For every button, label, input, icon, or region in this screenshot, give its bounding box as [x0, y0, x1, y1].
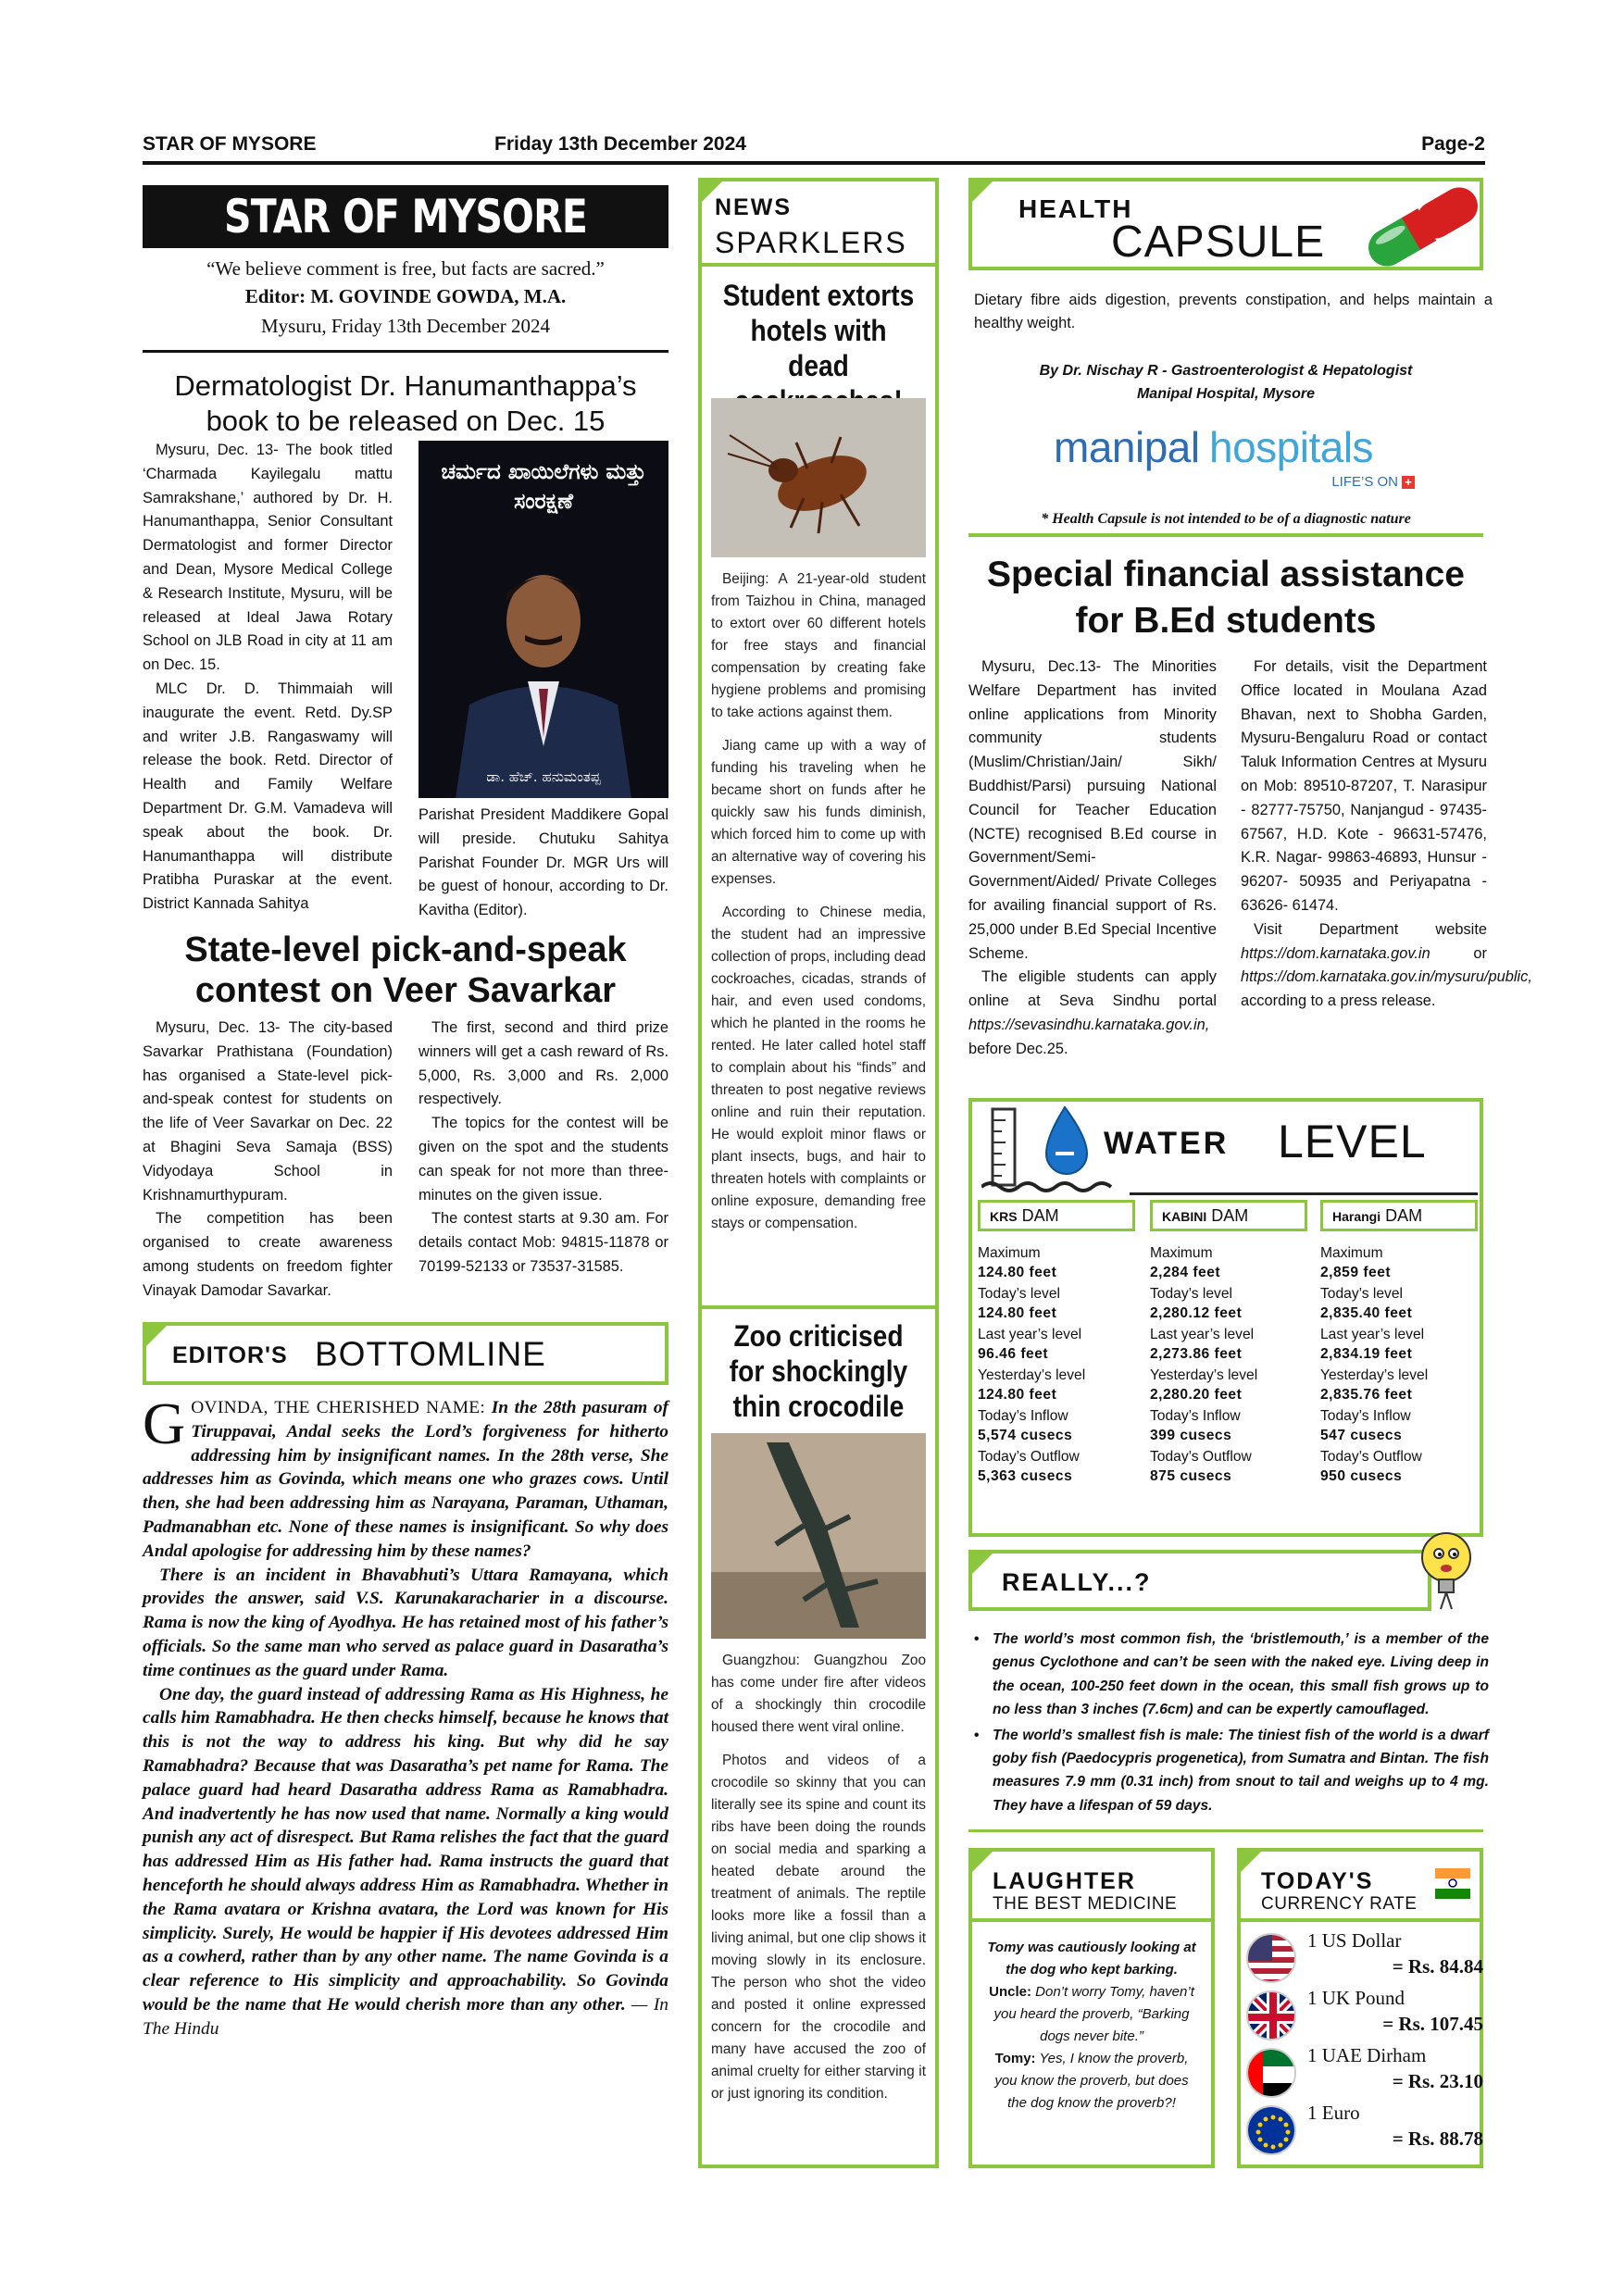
article3-text: Visit Department website: [1254, 920, 1487, 938]
dam-name-suffix: DAM: [1385, 1206, 1423, 1225]
dam-metric-label: Last year’s level: [1320, 1327, 1425, 1342]
masthead-title: STAR OF MYSORE: [223, 190, 587, 243]
dam-column: [1150, 1200, 1307, 1487]
article2-col-right: [418, 1017, 668, 1279]
really-rule: [968, 1829, 1483, 1832]
article2-paragraph: The topics for the contest will be given on the spot and the students can speak for not more than three-minutes on the given issue.: [418, 1115, 668, 1204]
article2-paragraph: Mysuru, Dec. 13- The city-based Savarkar Prathistana (Foundation) has organised a State-level pick-and-speak contest for students on the life of Veer Savarkar on Dec. 22 at Bhagini Seva Samaja (BSS) Vidyodaya School in Krishnamurthypuram.: [143, 1019, 393, 1204]
masthead-motto: “We believe comment is free, but facts are sacred.”: [206, 257, 605, 280]
manipal-logo: [1054, 422, 1424, 496]
bullet-icon: •: [974, 1631, 980, 1647]
currency-header: [1241, 1852, 1480, 1922]
article3-col-right: [1241, 655, 1532, 1014]
masthead-dateline: Mysuru, Friday 13th December 2024: [260, 315, 551, 337]
dam-metric-label: Today’s Inflow: [978, 1408, 1068, 1424]
health-tip: Dietary fibre aids digestion, prevents constipation, and helps maintain a healthy weight.: [974, 292, 1493, 331]
currency-row: [1246, 2044, 1489, 2105]
joke-uncle-line: [985, 1981, 1198, 2048]
laughter-box: [968, 1848, 1215, 2168]
header-paper-name: STAR OF MYSORE: [143, 133, 317, 155]
currency-list: [1241, 1929, 1483, 2166]
laughter-label: THE BEST MEDICINE: [993, 1894, 1178, 1914]
dam-metric-value: 124.80 feet: [978, 1305, 1057, 1321]
cockroach-image: [711, 398, 926, 557]
joke-tomy-line: [985, 2048, 1198, 2115]
dam-metric-value: 5,574 cusecs: [978, 1428, 1073, 1443]
water-level-wave-rule: [1130, 1192, 1478, 1195]
news-label: SPARKLERS: [715, 226, 907, 259]
article2-paragraph: The first, second and third prize winners will get a cash reward of Rs. 5,000, Rs. 3,000 and Rs. 2,000 respectively.: [418, 1019, 668, 1108]
dam-metric-value: 124.80 feet: [978, 1265, 1057, 1280]
article3-paragraph: [968, 966, 1217, 1061]
dam-metric-label: Yesterday’s level: [1150, 1367, 1258, 1383]
health-byline-hospital: Manipal Hospital, Mysore: [1136, 386, 1316, 402]
currency-box: [1237, 1848, 1483, 2168]
currency-unit: 1 US Dollar: [1307, 1929, 1402, 1952]
dam-metric-value: 2,280.12 feet: [1150, 1305, 1243, 1321]
uk-flag-icon: [1246, 1990, 1296, 2040]
eu-flag-icon: [1246, 2105, 1296, 2155]
us-flag-icon: [1246, 1933, 1296, 1983]
article3-text: before Dec.25.: [968, 1040, 1068, 1057]
story1-paragraph: Beijing: A 21-year-old student from Taizhou in China, managed to extort over 60 different hotels for free stays and financial compensation by creating fake hygiene problems and promising to take actions against them.: [711, 571, 926, 720]
dam-metric-label: Today’s Outflow: [1320, 1449, 1422, 1465]
dam-name: [1320, 1200, 1478, 1231]
laughter-label-bold: LAUGHTER: [993, 1868, 1136, 1894]
story2-paragraph: Guangzhou: Guangzhou Zoo has come under fire after videos of a shockingly thin crocodile housed there went viral online.: [711, 1653, 926, 1735]
water-label: LEVEL: [1278, 1116, 1427, 1167]
article3-paragraph: For details, visit the Department Office located in Moulana Azad Bhavan, next to Shobha Garden, Mysuru-Bengaluru Road or contact Taluk Information Centres at Mysuru on Mob: 89510-87207, T. Narasipur - 82777-75750, Nanjangud - 97435-67567, H.D. Kote - 96631-57476, K.R. Nagar- 99863-46893, Hunsur - 96207- 50935 and Periyapatna - 63626- 61474.: [1241, 658, 1487, 914]
dam-metric-value: 2,834.19 feet: [1320, 1346, 1413, 1362]
masthead-editor: Editor: M. GOVINDE GOWDA, M.A.: [244, 285, 567, 307]
story1-paragraph: Jiang came up with a way of funding his traveling when he became short on funds after he quickly saw his funds diminish, which forced him to come up with an alternative way of covering his expenses.: [711, 738, 926, 887]
joke: [985, 1937, 1198, 2115]
article3-text: The eligible students can apply online at Seva Sindhu portal: [968, 968, 1217, 1010]
masthead-rule: [143, 350, 668, 353]
dam-name-bold: Harangi: [1332, 1209, 1381, 1224]
dam-name: [1150, 1200, 1307, 1231]
story2-paragraph: Photos and videos of a crocodile so skinny that you can literally see its spine and count its ribs have been doing the rounds on social media and sparking a heated debate around the treatment of animals. The reptile looks more like a fossil than a living animal, but one clip shows it moving slowly in its enclosure. The person who shot the video and posted it online expressed concern for the crocodile and many have accused the zoo of animal cruelty for either starving it or just ignoring its condition.: [711, 1753, 926, 2102]
masthead-banner: [143, 185, 668, 248]
dam-name: [978, 1200, 1135, 1231]
water-label-bold: WATER: [1104, 1126, 1230, 1161]
bulb-character-icon: [1418, 1528, 1480, 1611]
dam-metric-value: 875 cusecs: [1150, 1468, 1232, 1484]
editor-paragraph: One day, the guard instead of addressing Rama as His Highness, he calls him Ramabhadra. He then checks himself, because he knows that this is not the way to address his king. But why did he say Ramabhadra? Because that was Dasaratha’s pet name for Rama. The palace guard had heard Dasaratha address Rama as Ramabhadra. And inadvertently he has now used that name. Normally a king would punish any act of disrespect. But Rama relishes the fact that the guard has addressed Him as His father had. Rama instructs the guard that henceforth he should always address Him as Ramabhadra. Whether in the Rama avatara or Krishna avatara, the Lord was known for His simplicity. Surely, He would be happier if His devotees addressed Him as a cowherd, rather than by any other name. The name Govinda is a clear reference to His simplicity and approachability. So Govinda would be the name that He would cherish more than any other.: [143, 1684, 668, 2015]
uae-flag-icon: [1246, 2048, 1296, 2098]
really-text: The world’s smallest fish is male: The tiniest fish of the world is a dwarf goby fish (Paedocypris progenetica), from Sumatra and Bintan. The fish measures 7.9 mm (0.31 inch) from snout to tail and weighs up to 4 mg. They have a lifespan of 59 days.: [993, 1727, 1489, 1814]
dam-metric-value: 2,284 feet: [1150, 1265, 1221, 1280]
dam-column: [1320, 1200, 1478, 1487]
dam-metric-label: Today’s level: [1320, 1286, 1403, 1302]
book-cover-image: [418, 441, 668, 798]
book-cover-author: ಡಾ. ಹೆಚ್. ಹನುಮಂತಪ್ಪ: [486, 768, 601, 785]
article1-paragraph: Parishat President Maddikere Gopal will preside. Chutuku Sahitya Parishat Founder Dr. MGR Urs will be guest of honour, according to Dr. Kavitha (Editor).: [418, 806, 668, 919]
currency-unit: 1 UK Pound: [1307, 1987, 1405, 2009]
currency-value: = Rs. 107.45: [1382, 2013, 1483, 2035]
editor-lead: OVINDA, THE CHERISHED NAME:: [191, 1398, 486, 1417]
tomy-label: Tomy:: [994, 2051, 1036, 2066]
currency-row: [1246, 2102, 1489, 2163]
dom-mysuru-link[interactable]: https://dom.karnataka.gov.in/mysuru/public,: [1241, 968, 1532, 986]
capsule-pill-icon: [1354, 176, 1493, 278]
editor-source: — In The Hindu: [143, 1994, 668, 2039]
dam-metric-value: 547 cusecs: [1320, 1428, 1403, 1443]
health-byline-doctor: By Dr. Nischay R - Gastroenterologist & Hepatologist: [1039, 363, 1413, 379]
uncle-text: Don’t worry Tomy, haven’t you heard the proverb, “Barking dogs never bite.”: [993, 1984, 1194, 2044]
dam-metric-label: Maximum: [1150, 1245, 1213, 1261]
dam-metric-label: Today’s Inflow: [1150, 1408, 1241, 1424]
article3-text: or: [1473, 944, 1487, 962]
tomy-text: Yes, I know the proverb, you know the proverb, but does the dog know the proverb?!: [994, 2051, 1189, 2111]
uncle-label: Uncle:: [989, 1984, 1031, 2000]
dam-metric-value: 2,835.76 feet: [1320, 1387, 1413, 1403]
logo-cross-icon: +: [1402, 476, 1415, 489]
really-list: [972, 1628, 1489, 1817]
currency-row: [1246, 1987, 1489, 2048]
article3-paragraph: [1241, 918, 1532, 1014]
portrait-illustration: [418, 441, 668, 798]
editor-bottomline-body: [143, 1391, 668, 2041]
currency-row: [1246, 1929, 1489, 1990]
article3-col-left: [968, 655, 1217, 1062]
currency-value: = Rs. 84.84: [1392, 1955, 1483, 1978]
currency-label-bold: TODAY'S: [1261, 1868, 1374, 1894]
really-text: The world’s most common fish, the ‘bristlemouth,’ is a member of the genus Cyclothone and can’t be seen with the naked eye. Living deep in the ocean, 100-250 feet down in the ocean, this small fish grows up to no less than 3 inches (7.6cm) and can be expertly camouflaged.: [993, 1631, 1489, 1718]
article3-text: according to a press release.: [1241, 992, 1436, 1010]
news-sparklers-header: [702, 181, 935, 267]
story1-paragraph: According to Chinese media, the student had an impressive collection of props, including dead cockroaches, cicadas, strands of hair, and even used condoms, which he planted in the rooms he rented. He later called hotel staff to complain about his “finds” and threaten to post negative reviews online and ruin their reputation. He would exploit minor flaws or plant insects, bugs, and hair to threaten hotels with complaints or online exposure, demanding free stays or compensation.: [711, 905, 926, 1231]
dam-table: [978, 1200, 1478, 1524]
book-cover-title: ಚರ್ಮದ ಖಾಯಿಲೆಗಳು ಮತ್ತು ಸಂರಕ್ಷಣೆ: [441, 460, 646, 514]
health-label-bold: HEALTH: [1018, 194, 1133, 223]
dam-metric-label: Today’s Inflow: [1320, 1408, 1411, 1424]
dam-metric-value: 5,363 cusecs: [978, 1468, 1073, 1484]
dam-metric-value: 950 cusecs: [1320, 1468, 1403, 1484]
dam-name-bold: KRS: [990, 1209, 1018, 1224]
india-flag-icon: [1435, 1865, 1472, 1902]
editor-dropcap: G: [143, 1391, 186, 1456]
joke-setup: Tomy was cautiously looking at the dog who kept barking.: [987, 1940, 1196, 1978]
editor-paragraph: There is an incident in Bhavabhuti’s Uttara Ramayana, which provides the answer, said V.S. Karunakaracharier in a discourse. Rama is now the king of Ayodhya. He has retained most of his father’s officials. So the same man who served as palace guard in Dasaratha’s time continues as the guard under Rama.: [143, 1565, 668, 1680]
dam-name-suffix: DAM: [1211, 1206, 1249, 1225]
dam-metric-value: 2,859 feet: [1320, 1265, 1392, 1280]
header-page-number: Page-2: [1421, 133, 1485, 155]
dam-metric-label: Today’s level: [978, 1286, 1060, 1302]
dam-metric-value: 2,835.40 feet: [1320, 1305, 1413, 1321]
currency-value: = Rs. 23.10: [1392, 2070, 1483, 2092]
article1-col-right: [418, 804, 668, 923]
story1-headline: Student extorts hotels with dead: [722, 279, 915, 382]
story2-headline: Zoo criticised for shockingly thin crocodile: [729, 1319, 908, 1423]
currency-value: = Rs. 88.78: [1392, 2128, 1483, 2150]
article3-headline: Special financial assistance for B.Ed students: [987, 555, 1465, 641]
article2-headline: State-level pick-and-speak contest on Veer Savarkar: [184, 930, 627, 1010]
editor-paragraph: In the 28th pasuram of Tiruppavai, Andal seeks the Lord’s forgiveness for hitherto addressing him by insignificant names. In the 28th verse, She addresses him as Govinda, which means one who grazes cows. Until then, she had been addressing him as Narayana, Paraman, Uthaman, Padmanabhan etc. None of these names is insignificant. So why does Andal apologise for addressing him by these names?: [143, 1398, 668, 1561]
article3-paragraph: Mysuru, Dec.13- The Minorities Welfare Department has invited online applications from Minority community students (Muslim/Christian/Jain/ Sikh/ Buddhist/Parsi) pursuing National Council for Teacher Education (NCTE) recognised B.Ed course in Government/Semi-Government/Aided/ Private Colleges for availing financial support of Rs. 25,000 under B.Ed Special Incentive Scheme.: [968, 658, 1217, 962]
editor-label-bold: EDITOR'S: [172, 1342, 288, 1368]
article2-paragraph: The contest starts at 9.30 am. For details contact Mob: 94815-11878 or 70199-52133 or 73537-31585.: [418, 1210, 668, 1275]
story1-body: [711, 568, 926, 1235]
dam-metric-label: Today’s level: [1150, 1286, 1232, 1302]
dam-metric-label: Yesterday’s level: [978, 1367, 1086, 1383]
dam-metric-label: Today’s Outflow: [1150, 1449, 1252, 1465]
currency-unit: 1 Euro: [1307, 2102, 1360, 2124]
health-label: CAPSULE: [1111, 218, 1326, 267]
dam-metric-value: 2,273.86 feet: [1150, 1346, 1243, 1362]
laughter-header: [972, 1852, 1211, 1922]
logo-tagline: LIFE’S ON: [1331, 474, 1398, 490]
dam-metric-label: Last year’s level: [978, 1327, 1082, 1342]
really-label: REALLY...?: [1002, 1568, 1152, 1596]
dom-website-link[interactable]: https://dom.karnataka.gov.in: [1241, 944, 1430, 962]
header-date: Friday 13th December 2024: [494, 133, 746, 155]
health-rule: [968, 533, 1483, 537]
dam-metric-label: Yesterday’s level: [1320, 1367, 1429, 1383]
article1-paragraph: MLC Dr. D. Thimmaiah will inaugurate the event. Retd. Dy.SP and writer J.B. Rangaswamy will release the book. Retd. Director of Health and Family Welfare Department Dr. G.M. Vamadeva will speak about the book. Dr. Hanumanthappa will distribute Pratibha Puraskar at the event. District Kannada Sahitya: [143, 680, 393, 913]
health-byline: [968, 359, 1483, 406]
really-item: [972, 1628, 1489, 1722]
story-divider: [702, 1305, 935, 1309]
crocodile-image: [711, 1433, 926, 1639]
logo-manipal: manipal: [1054, 423, 1200, 471]
article2-col-left: [143, 1017, 393, 1304]
page-header: [143, 131, 1485, 165]
dam-metric-value: 124.80 feet: [978, 1387, 1057, 1403]
crocodile-icon: [711, 1433, 926, 1639]
dam-metric-label: Maximum: [978, 1245, 1041, 1261]
article2-paragraph: The competition has been organised to create awareness among students on freedom fighter Vinayak Damodar Savarkar.: [143, 1210, 393, 1299]
dam-name-suffix: DAM: [1021, 1206, 1059, 1225]
editor-bottomline-header: [143, 1322, 668, 1385]
logo-hospitals: hospitals: [1209, 423, 1374, 471]
dam-name-bold: KABINI: [1162, 1209, 1207, 1224]
news-sparklers-column: [698, 178, 939, 2168]
dam-metric-value: 96.46 feet: [978, 1346, 1049, 1362]
sevasindhu-link[interactable]: https://sevasindhu.karnataka.gov.in,: [968, 1016, 1210, 1033]
dam-metric-label: Maximum: [1320, 1245, 1383, 1261]
story2-body: [711, 1650, 926, 2105]
cockroach-icon: [711, 398, 926, 557]
dam-metric-label: Today’s Outflow: [978, 1449, 1080, 1465]
dam-column: [978, 1200, 1135, 1487]
editor-label: BOTTOMLINE: [315, 1335, 546, 1373]
currency-unit: 1 UAE Dirham: [1307, 2044, 1427, 2066]
dam-metric-value: 399 cusecs: [1150, 1428, 1232, 1443]
bullet-icon: •: [974, 1727, 980, 1743]
currency-label: CURRENCY RATE: [1261, 1894, 1418, 1914]
news-label-bold: NEWS: [715, 194, 792, 220]
article1-paragraph: Mysuru, Dec. 13- The book titled ‘Charmada Kayilegalu mattu Samrakshane,’ authored by Dr. H. Hanumanthappa, Senior Consultant Dermatologist and former Director and Dean, Mysore Medical College & Research Institute, Mysuru, will be released at Ideal Jawa Rotary School on JLB Road in city at 11 am on Dec. 15.: [143, 442, 393, 674]
article1-col-left: [143, 439, 393, 917]
article1-headline: Dermatologist Dr. Hanumanthappa’s book to be released on Dec. 15: [174, 369, 637, 437]
really-item: [972, 1724, 1489, 1818]
really-header: [968, 1550, 1431, 1611]
dam-metric-value: 2,280.20 feet: [1150, 1387, 1243, 1403]
dam-metric-label: Last year’s level: [1150, 1327, 1255, 1342]
health-disclaimer: * Health Capsule is not intended to be of a diagnostic nature: [1041, 511, 1411, 527]
